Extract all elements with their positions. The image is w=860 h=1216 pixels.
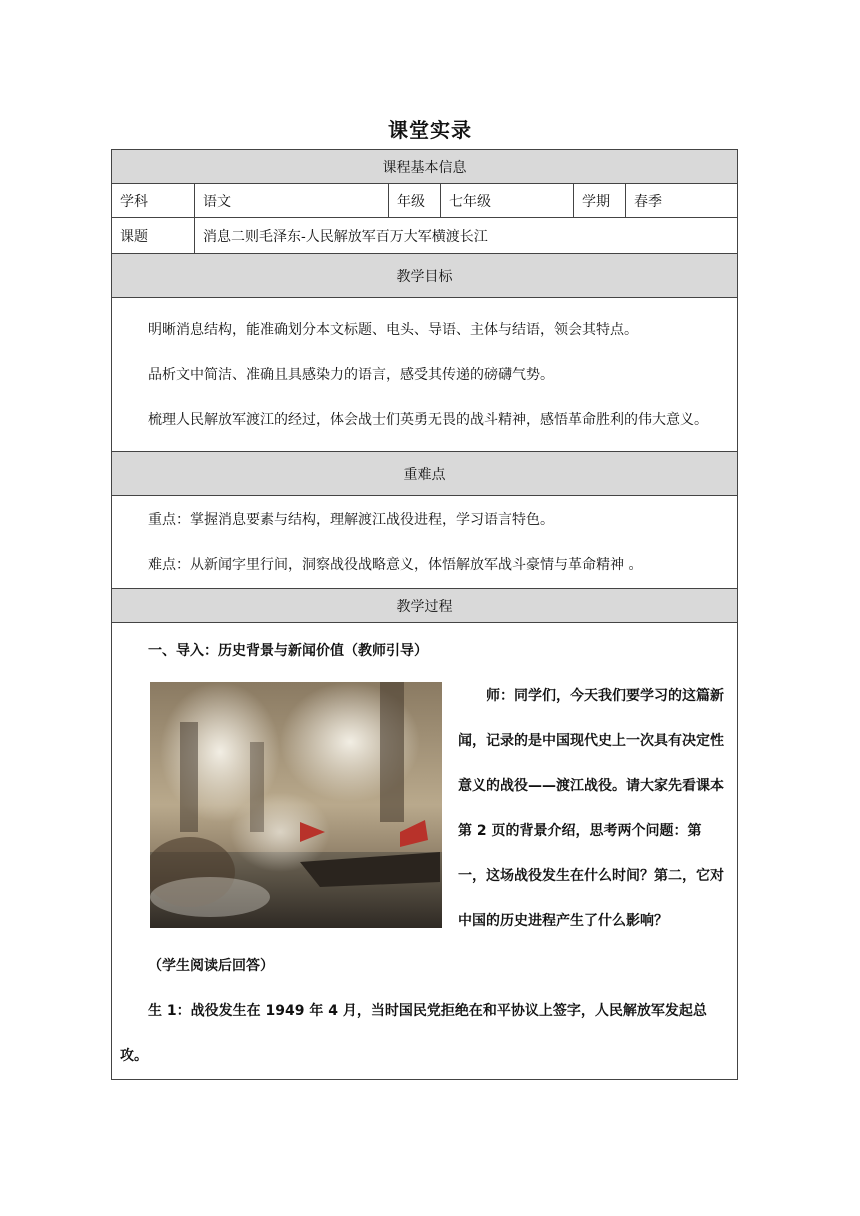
subject-value: 语文 — [195, 184, 389, 218]
student-note: （学生阅读后回答） — [148, 958, 274, 974]
river-crossing-painting — [150, 682, 442, 928]
process-heading: 一、导入：历史背景与新闻价值（教师引导） — [148, 643, 428, 659]
goal-item: 梳理人民解放军渡江的经过，体会战士们英勇无畏的战斗精神，感悟革命胜利的伟大意义。 — [148, 412, 708, 428]
goals-header: 教学目标 — [112, 254, 738, 298]
key-points-header: 重难点 — [112, 452, 738, 496]
subject-label: 学科 — [112, 184, 195, 218]
key-points-header-row — [112, 452, 738, 496]
basic-info-header-row — [112, 150, 738, 184]
goal-item: 明晰消息结构，能准确划分本文标题、电头、导语、主体与结语，领会其特点。 — [148, 322, 638, 338]
grade-value: 七年级 — [441, 184, 574, 218]
process-row — [112, 623, 738, 1080]
topic-value: 消息二则毛泽东-人民解放军百万大军横渡长江 — [195, 218, 738, 254]
basic-info-row — [112, 184, 738, 218]
grade-label: 年级 — [389, 184, 441, 218]
basic-info-header: 课程基本信息 — [112, 150, 738, 184]
topic-row — [112, 218, 738, 254]
page-title: 课堂实录 — [388, 118, 472, 142]
process-header: 教学过程 — [112, 589, 738, 623]
process-header-row — [112, 589, 738, 623]
goal-item: 品析文中简洁、准确且具感染力的语言，感受其传递的磅礴气势。 — [148, 367, 554, 383]
student-answer: 生 1：战役发生在 1949 年 4 月，当时国民党拒绝在和平协议上签字，人民解放军发起总攻。 — [120, 1003, 707, 1064]
key-point-item: 重点：掌握消息要素与结构，理解渡江战役进程，学习语言特色。 — [148, 512, 554, 528]
teacher-speech: 师：同学们，今天我们要学习的这篇新闻，记录的是中国现代史上一次具有决定性意义的战役——渡江战役。请大家先看课本第 2 页的背景介绍，思考两个问题：第一，这场战役发生在什么时间？第二，它对中国的历史进程产生了什么影响？ — [458, 688, 724, 929]
key-points-row — [112, 496, 738, 589]
goals-header-row — [112, 254, 738, 298]
topic-label: 课题 — [112, 218, 195, 254]
goals-row — [112, 298, 738, 452]
key-point-item: 难点：从新闻字里行间，洞察战役战略意义，体悟解放军战斗豪情与革命精神 。 — [148, 557, 643, 573]
term-label: 学期 — [574, 184, 626, 218]
lesson-record-table — [111, 149, 738, 1080]
battle-image — [150, 682, 442, 928]
term-value: 春季 — [626, 184, 738, 218]
